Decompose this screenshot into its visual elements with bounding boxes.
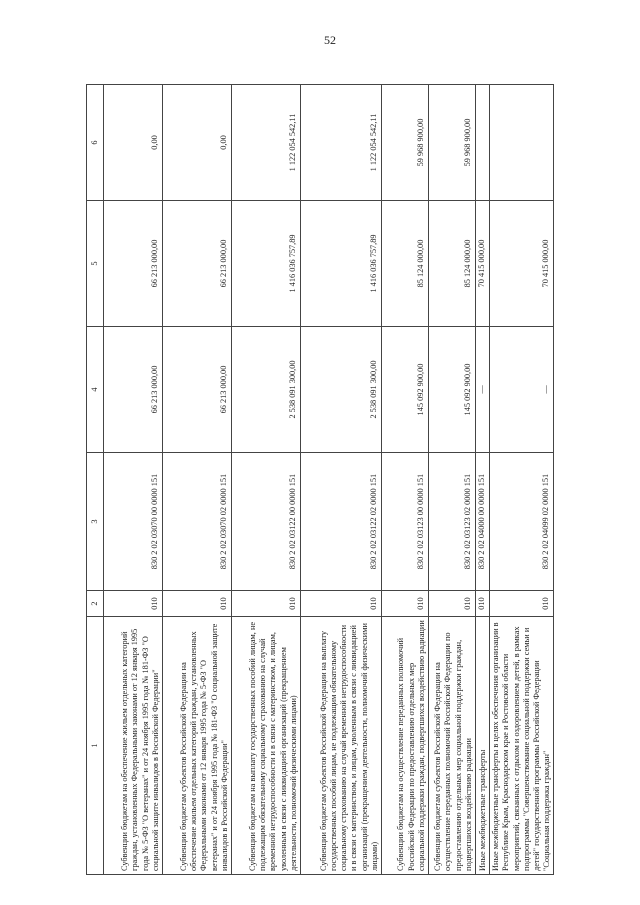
table-row	[476, 85, 490, 875]
row-code-cell: 010	[301, 591, 382, 617]
row-name-cell: Субвенции бюджетам субъектов Российской Федерации на осуществление переданных полномочий Российской Федерации по предоставлению отдельных мер социальной поддержки граждан, подвергшихся воздействию радиации	[429, 617, 476, 875]
row-col5-cell: 70 415 000,00	[490, 201, 554, 327]
row-name-cell: Субвенции бюджетам субъектов Российской Федерации на выплату государственных пособий лицам, не подлежащим обязательному социальному страхованию на случай временной нетрудоспособности и в связи с материнством, и лицам, уволенным в связи с ликвидацией организаций (прекращением деятельности, полномочий физическими лицами)	[301, 617, 382, 875]
row-code-cell: 010	[476, 591, 490, 617]
row-col6-cell	[476, 85, 490, 201]
row-col5-cell: 66 213 000,00	[104, 201, 163, 327]
row-code-cell: 010	[490, 591, 554, 617]
row-kbk-cell: 830 2 02 03122 00 0000 151	[232, 453, 301, 591]
row-col6-cell: 59 968 900,00	[429, 85, 476, 201]
table-row	[301, 85, 382, 875]
rotated-table-wrapper	[86, 85, 552, 875]
table-header-row	[87, 85, 104, 875]
row-col6-cell: 0,00	[104, 85, 163, 201]
row-col5-cell: 85 124 000,00	[429, 201, 476, 327]
row-col5-cell: 1 416 036 757,89	[232, 201, 301, 327]
row-col5-cell: 85 124 000,00	[382, 201, 429, 327]
row-code-cell: 010	[232, 591, 301, 617]
row-kbk-cell: 830 2 02 04099 02 0000 151	[490, 453, 554, 591]
row-col4-cell: —	[476, 327, 490, 453]
row-name-cell: Иные межбюджетные трансферты	[476, 617, 490, 875]
header-cell: 1	[87, 617, 104, 875]
header-cell: 5	[87, 201, 104, 327]
row-col6-cell	[490, 85, 554, 201]
row-kbk-cell: 830 2 02 03123 02 0000 151	[429, 453, 476, 591]
rotated-table-frame	[86, 85, 552, 875]
row-col5-cell: 66 213 000,00	[163, 201, 232, 327]
row-name-cell: Субвенции бюджетам на осуществление переданных полномочий Российской Федерации по предоставлению отдельных мер социальной поддержки граждан, подвергшихся воздействию радиации	[382, 617, 429, 875]
row-col4-cell: 145 092 900,00	[382, 327, 429, 453]
row-col6-cell: 59 968 900,00	[382, 85, 429, 201]
row-name-cell: Субвенции бюджетам на обеспечение жильем отдельных категорий граждан, установленных Федеральными законами от 12 января 1995 года № 5-ФЗ "О ветеранах" и от 24 ноября 1995 года № 181-ФЗ "О социальной защите инвалидов в Российской Федерации"	[104, 617, 163, 875]
row-col4-cell: 2 538 091 300,00	[301, 327, 382, 453]
row-kbk-cell: 830 2 02 03122 02 0000 151	[301, 453, 382, 591]
header-cell: 6	[87, 85, 104, 201]
row-kbk-cell: 830 2 02 03123 00 0000 151	[382, 453, 429, 591]
row-kbk-cell: 830 2 02 03070 00 0000 151	[104, 453, 163, 591]
table-row	[429, 85, 476, 875]
table-row	[232, 85, 301, 875]
row-code-cell: 010	[429, 591, 476, 617]
row-col4-cell: —	[490, 327, 554, 453]
row-col6-cell: 1 122 054 542,11	[301, 85, 382, 201]
header-cell: 2	[87, 591, 104, 617]
header-cell: 4	[87, 327, 104, 453]
row-name-cell: Субвенции бюджетам субъектов Российской Федерации на обеспечение жильем отдельных категорий граждан, установленных Федеральными законами от 12 января 1995 года № 5-ФЗ "О ветеранах" и от 24 ноября 1995 года № 181-ФЗ "О социальной защите инвалидов в Российской Федерации"	[163, 617, 232, 875]
row-col6-cell: 0,00	[163, 85, 232, 201]
row-col6-cell: 1 122 054 542,11	[232, 85, 301, 201]
row-col4-cell: 66 213 000,00	[163, 327, 232, 453]
table-row	[104, 85, 163, 875]
row-kbk-cell: 830 2 02 03070 02 0000 151	[163, 453, 232, 591]
table-row	[490, 85, 554, 875]
row-col5-cell: 70 415 000,00	[476, 201, 490, 327]
row-kbk-cell: 830 2 02 04000 00 0000 151	[476, 453, 490, 591]
header-cell: 3	[87, 453, 104, 591]
budget-table	[86, 84, 554, 875]
table-row	[163, 85, 232, 875]
row-col4-cell: 2 538 091 300,00	[232, 327, 301, 453]
row-name-cell: Иные межбюджетные трансферты в целях обеспечения организации в Республике Крым, Краснодарском крае и Ростовской области мероприятий, связанных с отдыхом и оздоровлением детей, в рамках подпрограммы "Совершенствование социальной поддержки семьи и детей" государственной программы Российской Федерации "Социальная поддержка граждан"	[490, 617, 554, 875]
row-name-cell: Субвенции бюджетам на выплату государственных пособий лицам, не подлежащим обязательному социальному страхованию на случай временной нетрудоспособности и в связи с материнством, и лицам, уволенным в связи с ликвидацией организаций (прекращением деятельности, полномочий физическими лицами)	[232, 617, 301, 875]
row-code-cell: 010	[163, 591, 232, 617]
row-code-cell: 010	[104, 591, 163, 617]
row-code-cell: 010	[382, 591, 429, 617]
page-number: 52	[324, 33, 336, 47]
table-row	[382, 85, 429, 875]
row-col4-cell: 145 092 900,00	[429, 327, 476, 453]
row-col5-cell: 1 416 036 757,89	[301, 201, 382, 327]
row-col4-cell: 66 213 000,00	[104, 327, 163, 453]
